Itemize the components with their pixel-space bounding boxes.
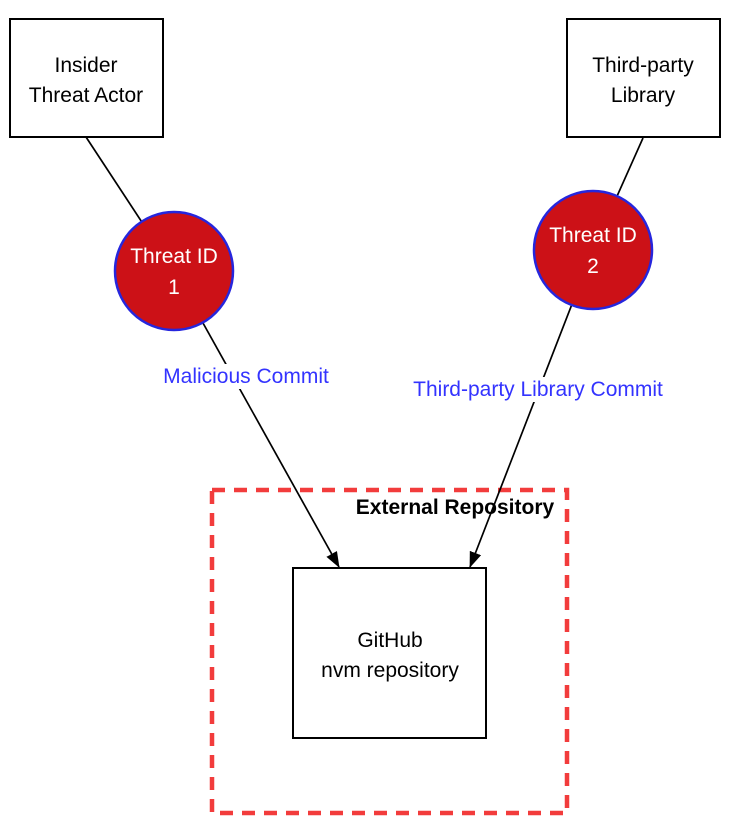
external-repository-label: External Repository [355, 496, 555, 519]
github-nvm-repository-box [293, 568, 486, 738]
insider-threat-actor-box [10, 19, 163, 137]
insider-threat-actor-label-line1: Insider [54, 54, 118, 77]
insider-threat-actor-label-line2: Threat Actor [28, 84, 144, 107]
third-party-library-commit-label: Third-party Library Commit [413, 378, 663, 401]
github-nvm-repository-label-line1: GitHub [357, 629, 423, 652]
malicious-commit-label: Malicious Commit [163, 365, 329, 388]
third-party-library-box [567, 19, 720, 137]
threat-id-1-label-line1: Threat ID [130, 245, 218, 268]
threat-id-1-circle [115, 212, 233, 330]
github-nvm-repository-label-line2: nvm repository [321, 659, 459, 682]
threat-id-2-label-line2: 2 [587, 255, 599, 278]
third-party-library-label-line2: Library [610, 84, 676, 107]
threat-id-1-label-line2: 1 [168, 276, 180, 299]
third-party-library-label-line1: Third-party [592, 54, 694, 77]
threat-id-2-circle [534, 191, 652, 309]
threat-id-2-label-line1: Threat ID [549, 224, 637, 247]
